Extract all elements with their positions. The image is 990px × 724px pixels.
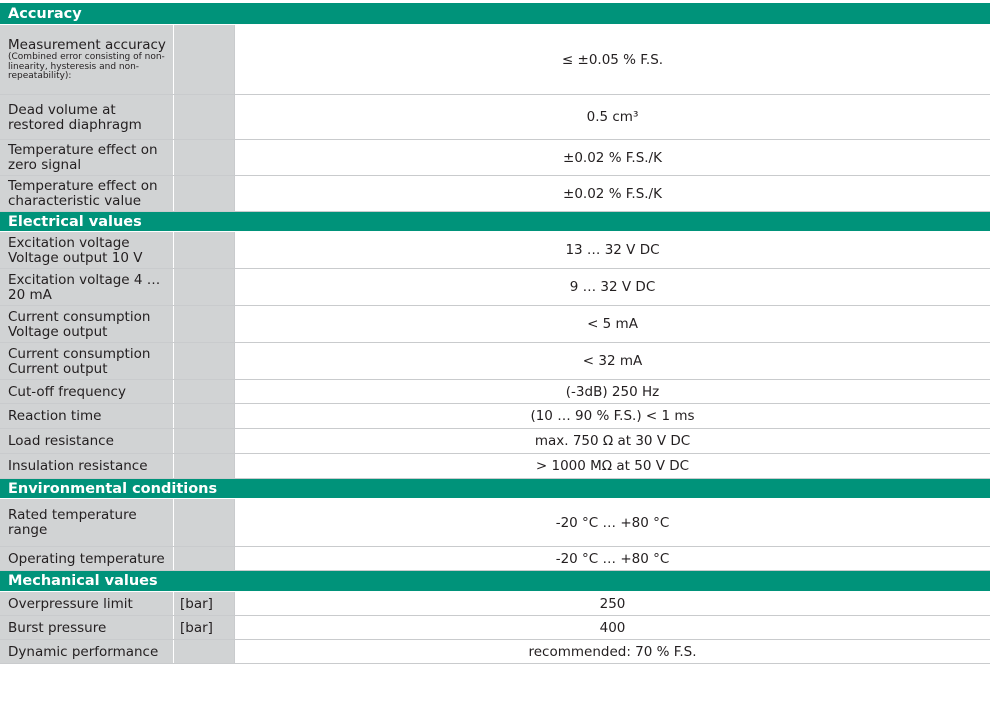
spec-value: < 32 mA [582, 353, 643, 369]
spec-row-measurement-accuracy [0, 25, 990, 95]
spec-unit [174, 343, 235, 379]
spec-value: max. 750 Ω at 30 V DC [534, 433, 691, 449]
spec-label: Temperature effect on characteristic value [8, 178, 158, 209]
section-header-mechanical [0, 571, 990, 592]
spec-unit [174, 499, 235, 546]
spec-label: Excitation voltage Voltage output 10 V [8, 234, 143, 266]
spec-row-reaction-time [0, 404, 990, 429]
spec-label-cell [0, 640, 174, 663]
spec-unit [174, 404, 235, 428]
spec-unit [174, 306, 235, 342]
spec-row-burst-pressure [0, 616, 990, 640]
spec-row-operating-temperature [0, 547, 990, 571]
spec-unit [174, 429, 235, 453]
spec-label: Cut-off frequency [8, 383, 126, 400]
spec-value: > 1000 MΩ at 50 V DC [535, 458, 690, 474]
spec-row-rated-temperature-range [0, 499, 990, 547]
spec-row-cutoff-frequency [0, 380, 990, 404]
section-header-electrical [0, 212, 990, 232]
spec-label-cell [0, 269, 174, 305]
spec-label-cell [0, 616, 174, 639]
spec-value: 9 … 32 V DC [569, 279, 656, 295]
spec-row-dynamic-performance [0, 640, 990, 664]
spec-row-temp-effect-characteristic [0, 176, 990, 212]
spec-unit [174, 232, 235, 268]
spec-unit [174, 269, 235, 305]
spec-label-cell [0, 592, 174, 615]
spec-unit [174, 547, 235, 570]
spec-label-cell [0, 232, 174, 268]
spec-row-load-resistance [0, 429, 990, 454]
section-title: Mechanical values [8, 573, 158, 589]
spec-value: 13 … 32 V DC [565, 242, 660, 258]
spec-label-cell [0, 343, 174, 379]
spec-value: (-3dB) 250 Hz [565, 383, 660, 400]
spec-value: recommended: 70 % F.S. [528, 643, 697, 660]
spec-value: 0.5 cm³ [586, 109, 639, 125]
spec-label: Dynamic performance [8, 643, 159, 660]
spec-row-current-consumption-voltage [0, 306, 990, 343]
spec-label: Operating temperature [8, 550, 165, 567]
spec-label-cell [0, 454, 174, 478]
spec-label: Load resistance [8, 433, 114, 449]
spec-value: < 5 mA [587, 316, 638, 332]
section-header-environmental [0, 479, 990, 499]
spec-label: Current consumption Current output [8, 345, 151, 377]
spec-label-cell [0, 25, 174, 94]
spec-label: Insulation resistance [8, 458, 148, 474]
spec-value: ≤ ±0.05 % F.S. [561, 51, 664, 68]
spec-label-cell [0, 499, 174, 546]
spec-label-cell [0, 380, 174, 403]
spec-row-insulation-resistance [0, 454, 990, 479]
spec-value: -20 °C … +80 °C [555, 514, 670, 531]
section-title: Electrical values [8, 213, 142, 230]
spec-unit [174, 640, 235, 663]
spec-label-note: (Combined error consisting of non-linearity, hysteresis and non-repeatability): [8, 52, 165, 82]
spec-row-excitation-voltage-10v [0, 232, 990, 269]
spec-label: Current consumption Voltage output [8, 308, 151, 340]
spec-unit [174, 95, 235, 139]
spec-label-cell [0, 547, 174, 570]
spec-row-overpressure-limit [0, 592, 990, 616]
spec-label: Burst pressure [8, 619, 107, 636]
spec-label-cell [0, 95, 174, 139]
spec-label-cell [0, 176, 174, 211]
spec-row-dead-volume [0, 95, 990, 140]
spec-unit [174, 176, 235, 211]
spec-label-cell [0, 429, 174, 453]
spec-label-cell [0, 306, 174, 342]
section-title: Accuracy [8, 5, 82, 22]
spec-label: Rated temperature range [8, 507, 137, 538]
section-title: Environmental conditions [8, 480, 218, 497]
spec-unit: [bar] [174, 592, 235, 615]
spec-label-cell [0, 404, 174, 428]
spec-unit [174, 25, 235, 94]
spec-value: ±0.02 % F.S./K [563, 149, 662, 166]
spec-label: Reaction time [8, 408, 102, 424]
spec-label: Excitation voltage 4 … 20 mA [8, 271, 161, 303]
spec-unit [174, 140, 235, 175]
spec-value: -20 °C … +80 °C [555, 550, 670, 567]
spec-label: Measurement accuracy [8, 37, 166, 54]
spec-value: ±0.02 % F.S./K [563, 185, 662, 202]
spec-label-cell [0, 140, 174, 175]
spec-row-temp-effect-zero [0, 140, 990, 176]
spec-unit: [bar] [174, 616, 235, 639]
section-header-accuracy [0, 3, 990, 25]
spec-row-current-consumption-current [0, 343, 990, 380]
spec-unit [174, 454, 235, 478]
spec-label: Overpressure limit [8, 595, 133, 612]
spec-row-excitation-voltage-4-20ma [0, 269, 990, 306]
spec-label: Dead volume at restored diaphragm [8, 101, 142, 133]
spec-value: (10 … 90 % F.S.) < 1 ms [530, 408, 695, 424]
spec-label: Temperature effect on zero signal [8, 142, 158, 173]
spec-value: 250 [599, 595, 626, 612]
spec-value: 400 [599, 619, 626, 636]
spec-unit [174, 380, 235, 403]
